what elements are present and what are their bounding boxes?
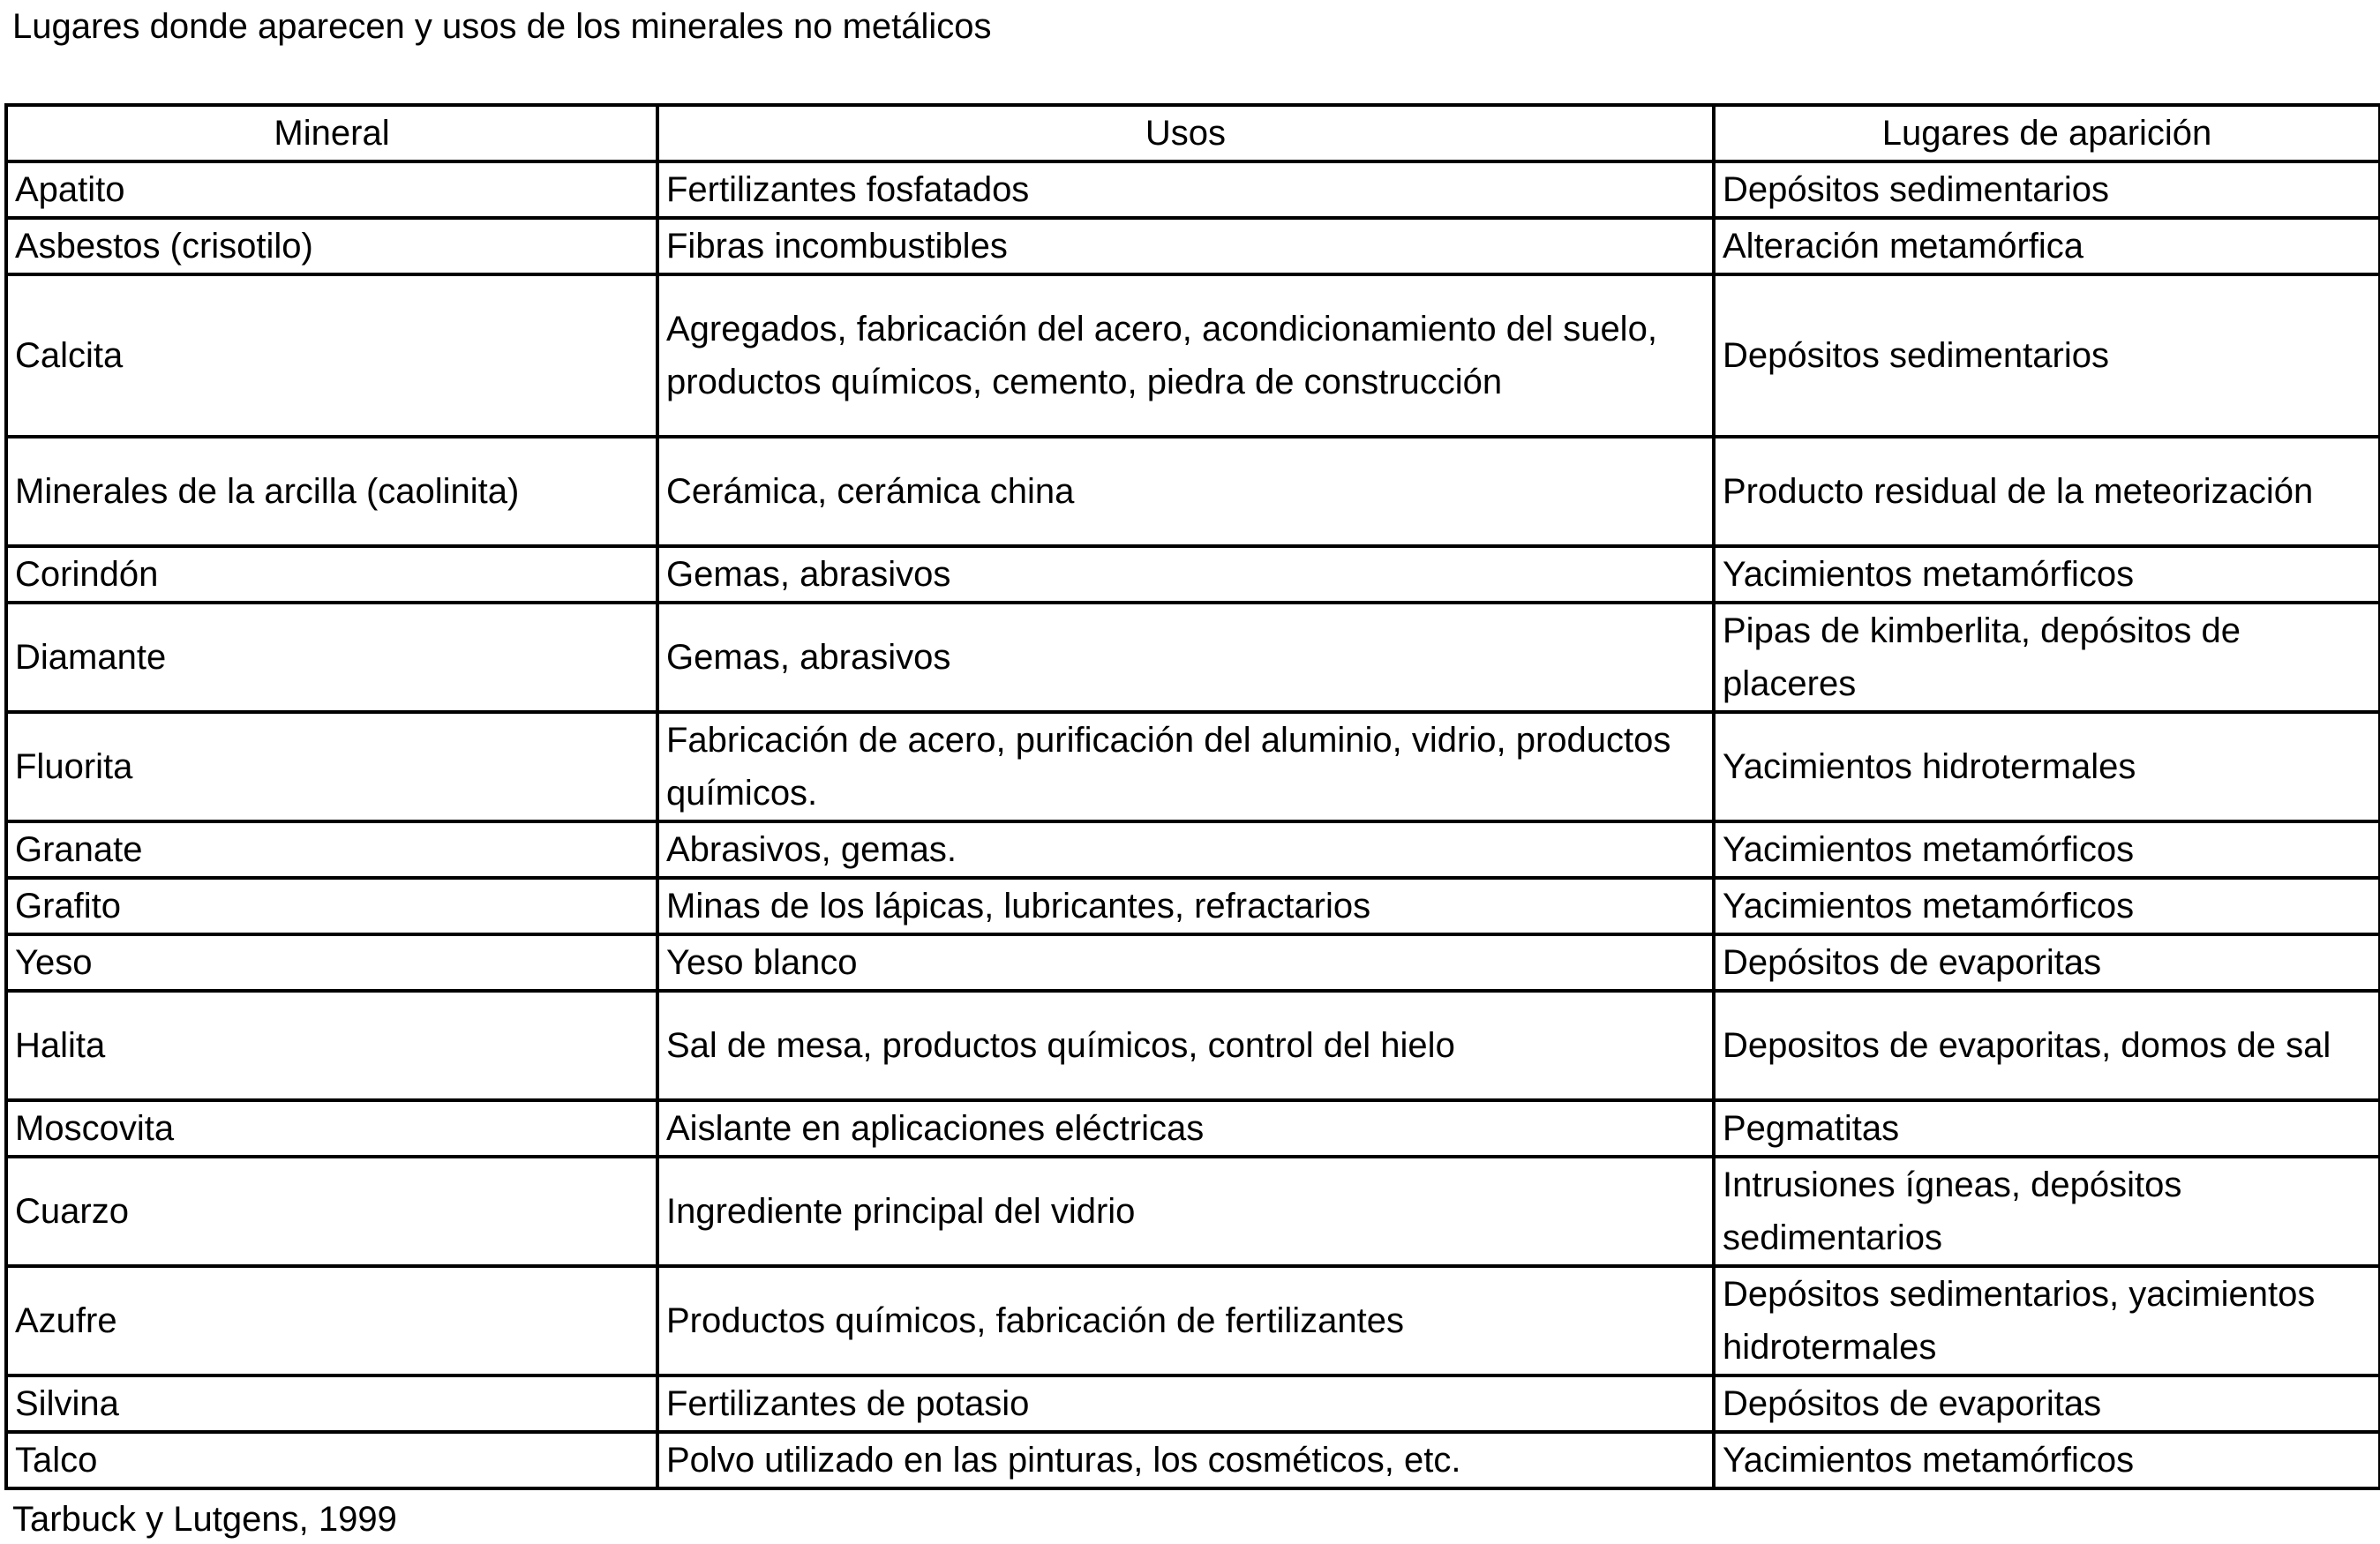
page-title: Lugares donde aparecen y usos de los minerales no metálicos	[12, 7, 992, 46]
column-header-usos: Usos	[657, 105, 1714, 161]
cell-usos: Gemas, abrasivos	[657, 603, 1714, 712]
table-row	[6, 1266, 2380, 1375]
cell-usos: Minas de los lápicas, lubricantes, refractarios	[657, 878, 1714, 934]
column-header-mineral: Mineral	[6, 105, 657, 161]
cell-usos: Fibras incombustibles	[657, 218, 1714, 274]
cell-lugares: Yacimientos metamórficos	[1714, 878, 2380, 934]
cell-usos: Gemas, abrasivos	[657, 546, 1714, 603]
cell-usos: Polvo utilizado en las pinturas, los cosméticos, etc.	[657, 1432, 1714, 1488]
table-row	[6, 1432, 2380, 1488]
cell-mineral: Halita	[6, 991, 657, 1100]
table-row	[6, 1100, 2380, 1157]
table-row	[6, 991, 2380, 1100]
cell-mineral: Diamante	[6, 603, 657, 712]
cell-lugares: Depósitos sedimentarios, yacimientos hidrotermales	[1714, 1266, 2380, 1375]
cell-lugares: Depósitos de evaporitas	[1714, 1375, 2380, 1432]
table-row	[6, 878, 2380, 934]
cell-usos: Agregados, fabricación del acero, acondicionamiento del suelo, productos químicos, cemento, piedra de construcción	[657, 274, 1714, 437]
cell-mineral: Silvina	[6, 1375, 657, 1432]
table-row	[6, 712, 2380, 821]
cell-usos: Sal de mesa, productos químicos, control del hielo	[657, 991, 1714, 1100]
table-row	[6, 821, 2380, 878]
cell-lugares: Depósitos sedimentarios	[1714, 274, 2380, 437]
cell-lugares: Yacimientos hidrotermales	[1714, 712, 2380, 821]
cell-usos: Abrasivos, gemas.	[657, 821, 1714, 878]
table-row	[6, 161, 2380, 218]
cell-mineral: Corindón	[6, 546, 657, 603]
cell-usos: Productos químicos, fabricación de fertilizantes	[657, 1266, 1714, 1375]
table-row	[6, 546, 2380, 603]
table-row	[6, 934, 2380, 991]
table-row	[6, 1157, 2380, 1266]
cell-mineral: Fluorita	[6, 712, 657, 821]
cell-lugares: Intrusiones ígneas, depósitos sedimentarios	[1714, 1157, 2380, 1266]
cell-usos: Fertilizantes fosfatados	[657, 161, 1714, 218]
cell-lugares: Pegmatitas	[1714, 1100, 2380, 1157]
cell-mineral: Yeso	[6, 934, 657, 991]
cell-mineral: Asbestos (crisotilo)	[6, 218, 657, 274]
cell-lugares: Producto residual de la meteorización	[1714, 437, 2380, 546]
cell-lugares: Pipas de kimberlita, depósitos de placeres	[1714, 603, 2380, 712]
cell-usos: Aislante en aplicaciones eléctricas	[657, 1100, 1714, 1157]
cell-lugares: Yacimientos metamórficos	[1714, 1432, 2380, 1488]
table-row	[6, 437, 2380, 546]
cell-mineral: Cuarzo	[6, 1157, 657, 1266]
cell-usos: Fabricación de acero, purificación del aluminio, vidrio, productos químicos.	[657, 712, 1714, 821]
cell-usos: Yeso blanco	[657, 934, 1714, 991]
table-row	[6, 274, 2380, 437]
cell-mineral: Azufre	[6, 1266, 657, 1375]
cell-mineral: Calcita	[6, 274, 657, 437]
cell-lugares: Yacimientos metamórficos	[1714, 546, 2380, 603]
cell-lugares: Depósitos de evaporitas	[1714, 934, 2380, 991]
source-citation: Tarbuck y Lutgens, 1999	[12, 1500, 397, 1539]
minerals-table	[4, 103, 2380, 1490]
cell-mineral: Minerales de la arcilla (caolinita)	[6, 437, 657, 546]
cell-mineral: Grafito	[6, 878, 657, 934]
column-header-lugares: Lugares de aparición	[1714, 105, 2380, 161]
table-row	[6, 603, 2380, 712]
cell-lugares: Depositos de evaporitas, domos de sal	[1714, 991, 2380, 1100]
cell-mineral: Granate	[6, 821, 657, 878]
cell-usos: Fertilizantes de potasio	[657, 1375, 1714, 1432]
cell-lugares: Yacimientos metamórficos	[1714, 821, 2380, 878]
table-row	[6, 1375, 2380, 1432]
cell-mineral: Moscovita	[6, 1100, 657, 1157]
table-row	[6, 218, 2380, 274]
cell-lugares: Depósitos sedimentarios	[1714, 161, 2380, 218]
cell-mineral: Talco	[6, 1432, 657, 1488]
cell-usos: Ingrediente principal del vidrio	[657, 1157, 1714, 1266]
cell-usos: Cerámica, cerámica china	[657, 437, 1714, 546]
cell-mineral: Apatito	[6, 161, 657, 218]
cell-lugares: Alteración metamórfica	[1714, 218, 2380, 274]
table-header-row	[6, 105, 2380, 161]
